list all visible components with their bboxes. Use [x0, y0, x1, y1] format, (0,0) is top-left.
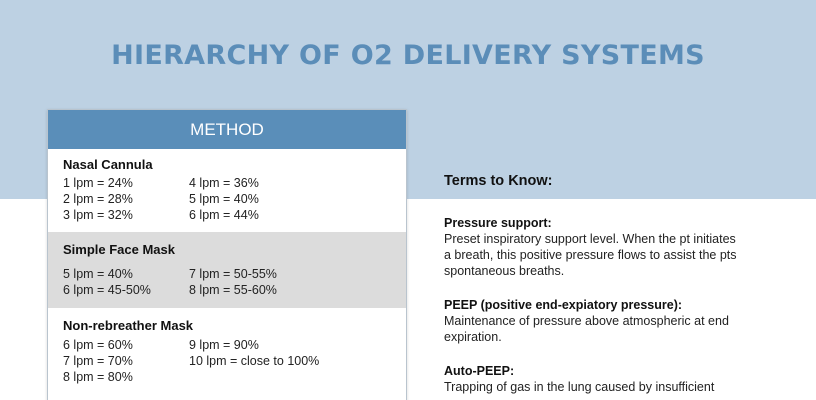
term-peep — [444, 297, 784, 345]
term-definition-line: Maintenance of pressure above atmospheric at end — [444, 314, 729, 328]
rate-entry: 5 lpm = 40% — [63, 267, 133, 281]
rate-entry: 5 lpm = 40% — [189, 192, 259, 206]
rate-entry: 2 lpm = 28% — [63, 192, 133, 206]
rate-entry: 7 lpm = 70% — [63, 354, 133, 368]
method-section-non-rebreather-mask — [48, 308, 406, 400]
rate-entry: 8 lpm = 80% — [63, 370, 133, 384]
rate-entry: 3 lpm = 32% — [63, 208, 133, 222]
method-section-simple-face-mask — [48, 232, 406, 308]
section-title: Simple Face Mask — [63, 242, 175, 257]
rate-entry: 7 lpm = 50-55% — [189, 267, 277, 281]
rate-column — [189, 337, 319, 385]
term-definition-line: expiration. — [444, 330, 502, 344]
rate-column — [63, 337, 189, 385]
term-name: Pressure support: — [444, 216, 552, 230]
rate-column — [63, 266, 189, 298]
rate-entry: 6 lpm = 45-50% — [63, 283, 151, 297]
rate-entry: 6 lpm = 60% — [63, 338, 133, 352]
method-section-nasal-cannula — [48, 149, 406, 232]
term-name: Auto-PEEP: — [444, 364, 515, 378]
term-definition-line: spontaneous breaths. — [444, 264, 565, 278]
page-title: HIERARCHY OF O2 DELIVERY SYSTEMS — [111, 40, 705, 71]
term-name: PEEP (positive end-expiatory pressure): — [444, 298, 683, 312]
rate-entry: 4 lpm = 36% — [189, 176, 259, 190]
term-definition-line: a breath, this positive pressure flows to assist the pts — [444, 248, 737, 262]
method-header: METHOD — [48, 110, 406, 149]
term-definition-line: Preset inspiratory support level. When the pt initiates — [444, 232, 736, 246]
rate-column — [189, 266, 277, 298]
rate-entry: 1 lpm = 24% — [63, 176, 133, 190]
rate-entry: 6 lpm = 44% — [189, 208, 259, 222]
rate-column — [63, 175, 189, 223]
rate-entry: 8 lpm = 55-60% — [189, 283, 277, 297]
rate-entry: 9 lpm = 90% — [189, 338, 259, 352]
section-title: Nasal Cannula — [63, 157, 153, 172]
terms-title: Terms to Know: — [444, 173, 553, 189]
term-definition-line: Trapping of gas in the lung caused by insufficient — [444, 380, 715, 394]
term-auto-peep — [444, 363, 784, 395]
rate-entry: 10 lpm = close to 100% — [189, 354, 320, 368]
terms-panel — [444, 173, 784, 400]
section-title: Non-rebreather Mask — [63, 318, 194, 333]
method-card — [47, 109, 407, 400]
term-pressure-support — [444, 215, 784, 279]
rate-column — [189, 175, 259, 223]
